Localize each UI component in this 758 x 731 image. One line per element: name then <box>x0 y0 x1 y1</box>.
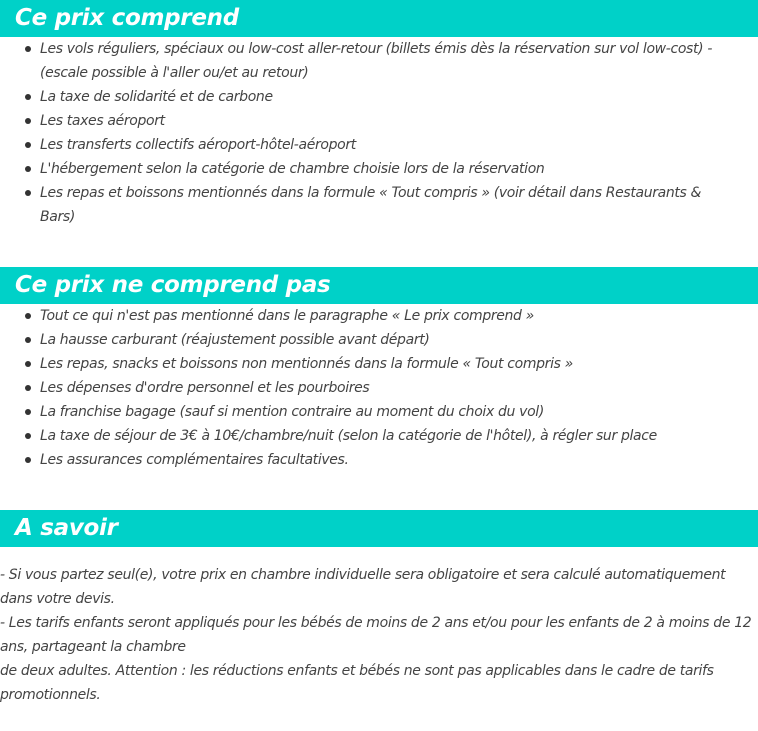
spacer <box>0 229 758 267</box>
spacer <box>0 472 758 510</box>
good-to-know-text <box>0 563 758 707</box>
list-item: Les dépenses d'ordre personnel et les pourboires <box>0 376 758 400</box>
section-header-not-included: Ce prix ne comprend pas <box>0 267 758 304</box>
list-item: Les transferts collectifs aéroport-hôtel-aéroport <box>0 133 758 157</box>
list-item: Les assurances complémentaires facultatives. <box>0 448 758 472</box>
list-item: L'hébergement selon la catégorie de chambre choisie lors de la réservation <box>0 157 758 181</box>
section-header-good-to-know: A savoir <box>0 510 758 547</box>
list-item: Les vols réguliers, spéciaux ou low-cost aller-retour (billets émis dès la réservation sur vol low-cost) - (escale possible à l'aller ou/et au retour) <box>0 37 758 85</box>
list-item: Les repas et boissons mentionnés dans la formule « Tout compris » (voir détail dans Restaurants & Bars) <box>0 181 758 229</box>
paragraph: - Si vous partez seul(e), votre prix en chambre individuelle sera obligatoire et sera calculé automatiquement dans votre devis. <box>0 567 726 607</box>
list-item: La franchise bagage (sauf si mention contraire au moment du choix du vol) <box>0 400 758 424</box>
paragraph: de deux adultes. Attention : les réductions enfants et bébés ne sont pas applicables dans le cadre de tarifs promotionnels. <box>0 663 714 703</box>
section-header-included: Ce prix comprend <box>0 0 758 37</box>
list-item: Les taxes aéroport <box>0 109 758 133</box>
list-item: Les repas, snacks et boissons non mentionnés dans la formule « Tout compris » <box>0 352 758 376</box>
included-list <box>0 37 758 229</box>
list-item: Tout ce qui n'est pas mentionné dans le paragraphe « Le prix comprend » <box>0 304 758 328</box>
paragraph: - Les tarifs enfants seront appliqués pour les bébés de moins de 2 ans et/ou pour les enfants de 2 à moins de 12 ans, partageant la chambre <box>0 615 752 655</box>
list-item: La taxe de solidarité et de carbone <box>0 85 758 109</box>
not-included-list <box>0 304 758 472</box>
list-item: La hausse carburant (réajustement possible avant départ) <box>0 328 758 352</box>
list-item: La taxe de séjour de 3€ à 10€/chambre/nuit (selon la catégorie de l'hôtel), à régler sur place <box>0 424 758 448</box>
